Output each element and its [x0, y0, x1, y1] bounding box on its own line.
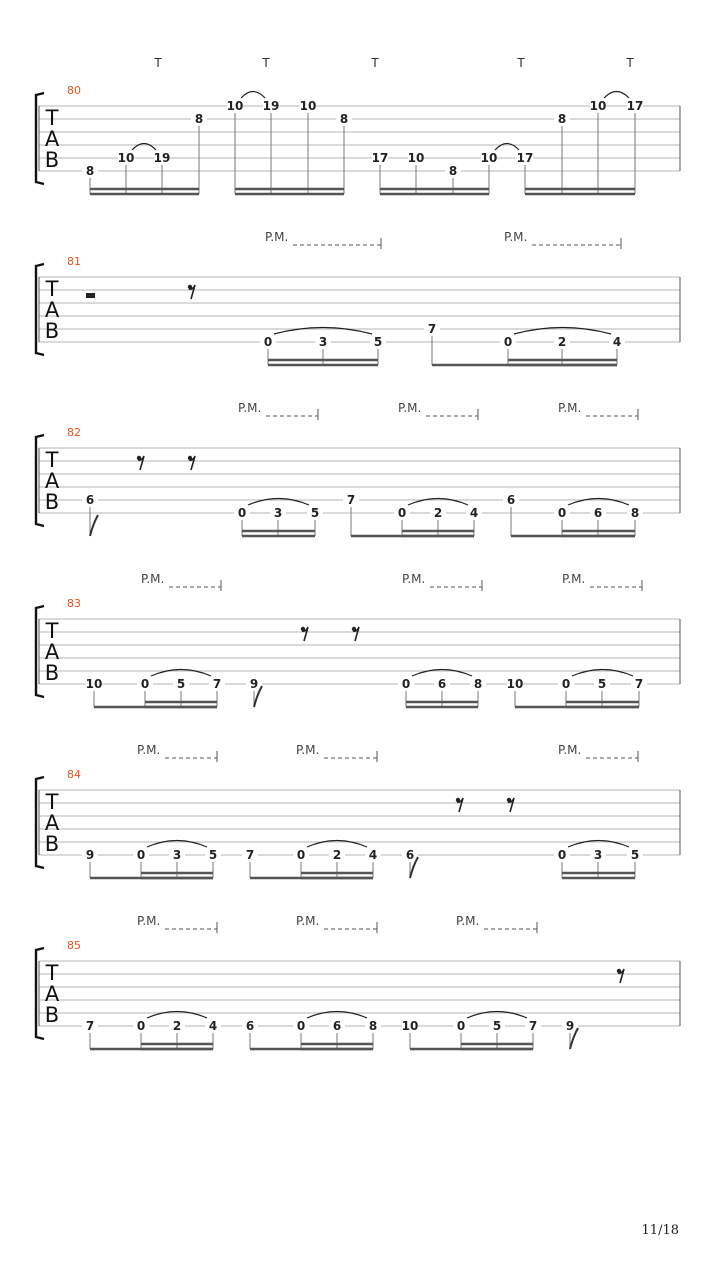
fret-number: 10 [299, 99, 317, 113]
fret-number: 0 [557, 848, 567, 862]
fret-number: 0 [237, 506, 247, 520]
system-80 [36, 56, 680, 194]
palm-mute-label: P.M. [141, 572, 165, 586]
slur [572, 670, 633, 677]
slur [307, 1012, 367, 1019]
slur [248, 499, 309, 506]
fret-number: 5 [597, 677, 607, 691]
system-bracket [36, 264, 44, 355]
system-bracket [36, 606, 44, 697]
fret-number: 7 [528, 1019, 538, 1033]
palm-mute-label: P.M. [504, 230, 528, 244]
fret-number: 0 [136, 848, 146, 862]
palm-mute-label: P.M. [456, 914, 480, 928]
fret-number: 10 [480, 151, 498, 165]
fret-number: 8 [85, 164, 95, 178]
fret-number: 6 [437, 677, 447, 691]
palm-mute-label: P.M. [296, 914, 320, 928]
measure-number: 82 [67, 426, 81, 439]
tab-clef-t: T [45, 619, 59, 643]
slur [604, 92, 629, 99]
tab-clef-t: T [45, 448, 59, 472]
fret-number: 3 [318, 335, 328, 349]
tab-clef-a: A [44, 811, 60, 835]
fret-number: 5 [373, 335, 383, 349]
fret-number: 9 [85, 848, 95, 862]
fret-number: 8 [368, 1019, 378, 1033]
slur [307, 841, 367, 848]
fret-number: 0 [296, 848, 306, 862]
fret-number: 3 [172, 848, 182, 862]
palm-mute-label: P.M. [137, 743, 161, 757]
fret-number: 0 [296, 1019, 306, 1033]
fret-number: 7 [346, 493, 356, 507]
system-bracket [36, 948, 44, 1039]
fret-number: 0 [136, 1019, 146, 1033]
measure-number: 83 [67, 597, 81, 610]
fret-number: 10 [85, 677, 103, 691]
palm-mute-label: P.M. [137, 914, 161, 928]
fret-number: 0 [456, 1019, 466, 1033]
fret-number: 0 [140, 677, 150, 691]
fret-number: 0 [503, 335, 513, 349]
palm-mute-label: P.M. [402, 572, 426, 586]
fret-number: 8 [339, 112, 349, 126]
fret-number: 10 [407, 151, 425, 165]
fret-number: 0 [401, 677, 411, 691]
fret-number: 17 [626, 99, 644, 113]
fret-number: 5 [310, 506, 320, 520]
system-bracket [36, 777, 44, 868]
slur [151, 670, 211, 677]
fret-number: 17 [371, 151, 389, 165]
fret-number: 0 [557, 506, 567, 520]
tab-clef-b: B [44, 832, 60, 856]
slur [568, 499, 629, 506]
slur [408, 499, 468, 506]
system-81 [36, 230, 680, 365]
slur [132, 144, 156, 151]
tap-mark: T [154, 56, 162, 70]
fret-number: 6 [245, 1019, 255, 1033]
tab-clef-b: B [44, 661, 60, 685]
fret-number: 5 [492, 1019, 502, 1033]
fret-number: 4 [469, 506, 479, 520]
fret-number: 4 [612, 335, 622, 349]
slur [514, 328, 611, 335]
measure-number: 80 [67, 84, 81, 97]
fret-number: 2 [172, 1019, 182, 1033]
fret-number: 8 [557, 112, 567, 126]
fret-number: 4 [368, 848, 378, 862]
system-bracket [36, 435, 44, 526]
fret-number: 3 [273, 506, 283, 520]
tab-clef-b: B [44, 148, 60, 172]
fret-number: 6 [593, 506, 603, 520]
palm-mute-label: P.M. [398, 401, 422, 415]
fret-number: 6 [506, 493, 516, 507]
tap-mark: T [517, 56, 525, 70]
slur [568, 841, 629, 848]
measure-number: 85 [67, 939, 81, 952]
fret-number: 8 [630, 506, 640, 520]
slur [241, 92, 265, 99]
fret-number: 2 [433, 506, 443, 520]
tab-clef-t: T [45, 106, 59, 130]
page-number: 11/18 [641, 1223, 679, 1238]
palm-mute-label: P.M. [238, 401, 262, 415]
slur [495, 144, 519, 151]
fret-number: 10 [117, 151, 135, 165]
slur [147, 841, 207, 848]
fret-number: 8 [448, 164, 458, 178]
measure-number: 84 [67, 768, 81, 781]
fret-number: 6 [332, 1019, 342, 1033]
fret-number: 5 [176, 677, 186, 691]
half-rest [86, 293, 95, 298]
fret-number: 2 [332, 848, 342, 862]
palm-mute-label: P.M. [265, 230, 289, 244]
fret-number: 0 [263, 335, 273, 349]
fret-number: 7 [245, 848, 255, 862]
tab-clef-b: B [44, 490, 60, 514]
fret-number: 2 [557, 335, 567, 349]
tab-clef-a: A [44, 298, 60, 322]
fret-number: 10 [226, 99, 244, 113]
fret-number: 9 [565, 1019, 575, 1033]
fret-number: 10 [506, 677, 524, 691]
fret-number: 4 [208, 1019, 218, 1033]
fret-number: 7 [427, 322, 437, 336]
measure-number: 81 [67, 255, 81, 268]
palm-mute-label: P.M. [558, 401, 582, 415]
fret-number: 0 [397, 506, 407, 520]
fret-number: 19 [262, 99, 280, 113]
fret-number: 7 [634, 677, 644, 691]
fret-number: 17 [516, 151, 534, 165]
tap-mark: T [626, 56, 634, 70]
fret-number: 0 [561, 677, 571, 691]
fret-number: 8 [194, 112, 204, 126]
system-bracket [36, 93, 44, 184]
fret-number: 6 [85, 493, 95, 507]
slur [147, 1012, 207, 1019]
palm-mute-label: P.M. [558, 743, 582, 757]
fret-number: 5 [208, 848, 218, 862]
system-85 [36, 914, 680, 1049]
tab-clef-t: T [45, 277, 59, 301]
tab-clef-a: A [44, 127, 60, 151]
system-83 [36, 572, 680, 707]
fret-number: 3 [593, 848, 603, 862]
tap-mark: T [262, 56, 270, 70]
tab-clef-b: B [44, 1003, 60, 1027]
tab-clef-b: B [44, 319, 60, 343]
slur [274, 328, 372, 335]
fret-number: 8 [473, 677, 483, 691]
slur [412, 670, 472, 677]
tab-clef-a: A [44, 469, 60, 493]
fret-number: 19 [153, 151, 171, 165]
note-flag [90, 515, 98, 536]
fret-number: 6 [405, 848, 415, 862]
system-82 [36, 401, 680, 536]
tab-clef-a: A [44, 982, 60, 1006]
fret-number: 10 [589, 99, 607, 113]
fret-number: 7 [85, 1019, 95, 1033]
tap-mark: T [371, 56, 379, 70]
fret-number: 10 [401, 1019, 419, 1033]
palm-mute-label: P.M. [562, 572, 586, 586]
tab-clef-t: T [45, 961, 59, 985]
palm-mute-label: P.M. [296, 743, 320, 757]
fret-number: 7 [212, 677, 222, 691]
tab-clef-t: T [45, 790, 59, 814]
fret-number: 9 [249, 677, 259, 691]
slur [467, 1012, 527, 1019]
tab-clef-a: A [44, 640, 60, 664]
fret-number: 5 [630, 848, 640, 862]
system-84 [36, 743, 680, 878]
